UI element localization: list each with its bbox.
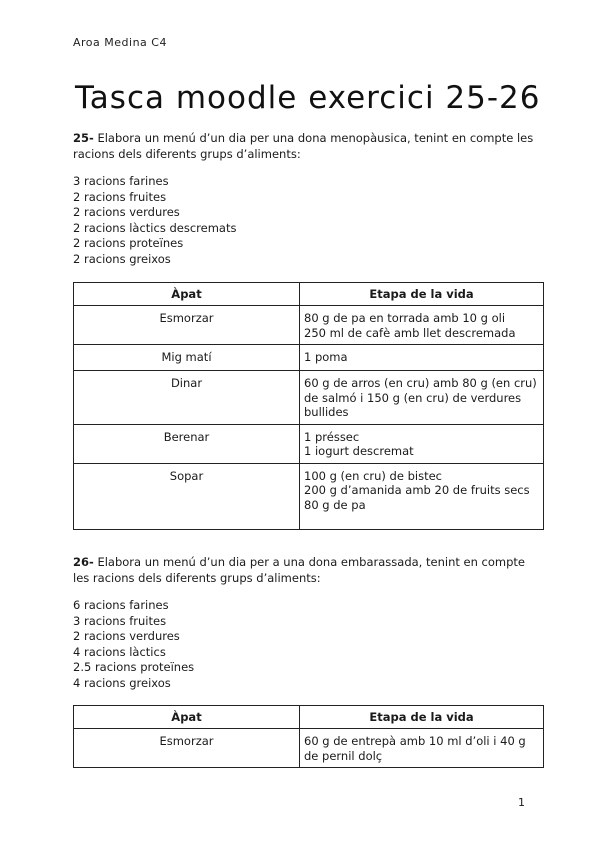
table-row	[74, 306, 544, 345]
list-item: 2 racions proteïnes	[73, 236, 184, 251]
exercise-25-table-wrapper	[73, 282, 543, 530]
table-row	[74, 371, 544, 425]
column-header-stage: Etapa de la vida	[300, 283, 544, 306]
list-item: 2 racions fruites	[73, 189, 167, 204]
list-item: 2 racions greixos	[73, 251, 171, 266]
list-item: 2 racions verdures	[73, 205, 180, 220]
exercise-26-portions-list	[73, 598, 543, 692]
exercise-25-portions-list	[73, 174, 543, 268]
exercise-25-prompt	[73, 130, 543, 162]
description-line: 80 g de pa en torrada amb 10 g oli	[304, 311, 506, 325]
exercise-26-prompt	[73, 554, 543, 586]
list-item: 3 racions farines	[73, 174, 169, 188]
list-item: 6 racions farines	[73, 598, 169, 612]
description-line: 1 iogurt descremat	[304, 444, 414, 458]
meal-cell: Esmorzar	[74, 306, 300, 345]
table-row	[74, 424, 544, 463]
table-row	[74, 729, 544, 768]
meal-cell: Mig matí	[74, 345, 300, 371]
description-cell	[300, 306, 544, 345]
description-line: 60 g de entrepà amb 10 ml d’oli i 40 g de pernil dolç	[304, 734, 526, 763]
list-item: 3 racions fruites	[73, 613, 167, 628]
description-line: 200 g d’amanida amb 20 de fruits secs	[304, 483, 530, 497]
exercise-25-text: Elabora un menú d’un dia per una dona menopàusica, tenint en compte les racions dels diferents grups d’aliments:	[73, 131, 534, 161]
description-line: 1 préssec	[304, 429, 360, 444]
description-line: 100 g (en cru) de bistec	[304, 468, 442, 483]
description-line: 250 ml de cafè amb llet descremada	[304, 325, 516, 340]
list-item: 2 racions verdures	[73, 629, 180, 644]
meal-cell: Esmorzar	[74, 729, 300, 768]
meal-cell: Berenar	[74, 424, 300, 463]
exercise-25-number: 25-	[73, 131, 94, 145]
column-header-meal: Àpat	[74, 706, 300, 729]
column-header-meal: Àpat	[74, 283, 300, 306]
exercise-26-text: Elabora un menú d’un dia per a una dona embarassada, tenint en compte les racions dels diferents grups d’aliments:	[73, 555, 525, 585]
description-cell	[300, 371, 544, 425]
exercise-26-number: 26-	[73, 555, 94, 569]
exercise-26-menu-table	[73, 705, 544, 768]
table-row	[74, 345, 544, 371]
description-cell	[300, 424, 544, 463]
description-cell	[300, 463, 544, 529]
description-line: 80 g de pa	[304, 497, 366, 512]
table-header-row	[74, 706, 544, 729]
exercise-25-section	[73, 130, 543, 268]
table-row	[74, 463, 544, 529]
exercise-25-menu-table	[73, 282, 544, 530]
description-line: 60 g de arros (en cru) amb 80 g (en cru) de salmó i 150 g (en cru) de verdures bullides	[304, 376, 537, 419]
description-cell	[300, 345, 544, 371]
meal-cell: Sopar	[74, 463, 300, 529]
list-item: 2 racions làctics descremats	[73, 220, 237, 235]
list-item: 4 racions greixos	[73, 675, 171, 690]
page-title: Tasca moodle exercici 25-26	[75, 80, 541, 116]
description-line: 1 poma	[304, 350, 348, 364]
column-header-stage: Etapa de la vida	[300, 706, 544, 729]
page-number: 1	[518, 796, 525, 809]
description-cell	[300, 729, 544, 768]
table-header-row	[74, 283, 544, 306]
list-item: 4 racions làctics	[73, 644, 166, 659]
exercise-26-table-wrapper	[73, 705, 543, 768]
document-header-author: Aroa Medina C4	[73, 36, 167, 49]
meal-cell: Dinar	[74, 371, 300, 425]
list-item: 2.5 racions proteïnes	[73, 660, 195, 675]
exercise-26-section	[73, 554, 543, 692]
